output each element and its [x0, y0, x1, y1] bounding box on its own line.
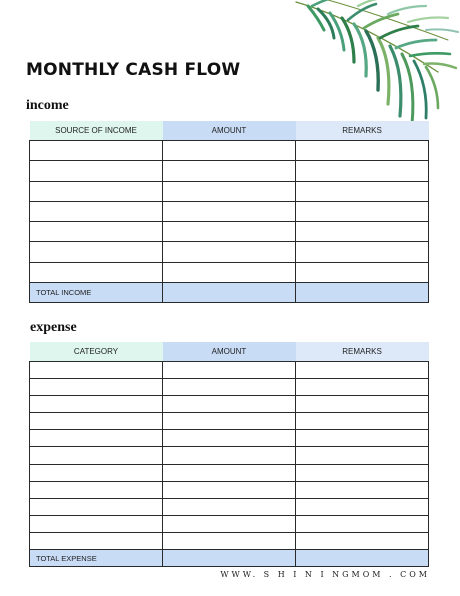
expense-cell[interactable] [30, 413, 163, 430]
table-row [30, 532, 429, 549]
expense-cell[interactable] [30, 447, 163, 464]
expense-cell[interactable] [296, 464, 429, 481]
table-row [30, 379, 429, 396]
expense-total-row [30, 550, 429, 567]
income-cell[interactable] [296, 161, 429, 181]
expense-cell[interactable] [30, 379, 163, 396]
table-row [30, 222, 429, 242]
palm-leaf-icon [288, 0, 460, 130]
income-heading: income [26, 98, 69, 113]
expense-cell[interactable] [30, 396, 163, 413]
expense-cell[interactable] [296, 396, 429, 413]
expense-cell[interactable] [296, 447, 429, 464]
income-cell[interactable] [30, 181, 163, 201]
total-expense-label: TOTAL EXPENSE [30, 550, 163, 567]
expense-cell[interactable] [163, 481, 296, 498]
expense-cell[interactable] [30, 532, 163, 549]
income-cell[interactable] [30, 141, 163, 161]
income-total-row [30, 283, 429, 303]
income-cell[interactable] [296, 141, 429, 161]
table-row [30, 201, 429, 221]
total-income-remarks[interactable] [296, 283, 429, 303]
income-cell[interactable] [163, 161, 296, 181]
income-col-source: SOURCE OF INCOME [30, 121, 163, 141]
expense-cell[interactable] [30, 481, 163, 498]
expense-cell[interactable] [30, 515, 163, 532]
income-col-amount: AMOUNT [163, 121, 296, 141]
income-cell[interactable] [296, 222, 429, 242]
income-cell[interactable] [163, 262, 296, 282]
table-row [30, 396, 429, 413]
total-expense-remarks[interactable] [296, 550, 429, 567]
income-cell[interactable] [30, 262, 163, 282]
income-cell[interactable] [163, 242, 296, 262]
table-row [30, 141, 429, 161]
income-cell[interactable] [163, 222, 296, 242]
table-row [30, 181, 429, 201]
expense-cell[interactable] [163, 447, 296, 464]
total-income-amount[interactable] [163, 283, 296, 303]
expense-cell[interactable] [296, 430, 429, 447]
expense-cell[interactable] [163, 498, 296, 515]
table-row [30, 498, 429, 515]
expense-cell[interactable] [30, 362, 163, 379]
income-cell[interactable] [30, 201, 163, 221]
table-row [30, 161, 429, 181]
expense-cell[interactable] [296, 498, 429, 515]
table-row [30, 362, 429, 379]
income-cell[interactable] [163, 201, 296, 221]
expense-cell[interactable] [163, 362, 296, 379]
expense-cell[interactable] [163, 379, 296, 396]
total-expense-amount[interactable] [163, 550, 296, 567]
expense-table [29, 342, 429, 567]
income-cell[interactable] [163, 141, 296, 161]
income-cell[interactable] [296, 181, 429, 201]
income-cell[interactable] [30, 161, 163, 181]
income-col-remarks: REMARKS [296, 121, 429, 141]
expense-cell[interactable] [163, 396, 296, 413]
income-cell[interactable] [296, 201, 429, 221]
footer-website: WWW. S H I N I NGMOM . COM [220, 570, 430, 579]
expense-cell[interactable] [296, 362, 429, 379]
expense-col-remarks: REMARKS [296, 342, 429, 362]
table-row [30, 430, 429, 447]
table-row [30, 262, 429, 282]
income-cell[interactable] [163, 181, 296, 201]
expense-cell[interactable] [30, 464, 163, 481]
expense-heading: expense [30, 320, 77, 335]
expense-cell[interactable] [296, 481, 429, 498]
expense-cell[interactable] [296, 413, 429, 430]
expense-cell[interactable] [163, 413, 296, 430]
expense-cell[interactable] [296, 379, 429, 396]
expense-cell[interactable] [163, 515, 296, 532]
expense-col-category: CATEGORY [30, 342, 163, 362]
expense-cell[interactable] [296, 515, 429, 532]
expense-cell[interactable] [296, 532, 429, 549]
table-row [30, 447, 429, 464]
income-header-row [30, 121, 429, 141]
expense-cell[interactable] [163, 430, 296, 447]
expense-col-amount: AMOUNT [163, 342, 296, 362]
total-income-label: TOTAL INCOME [30, 283, 163, 303]
table-row [30, 413, 429, 430]
table-row [30, 242, 429, 262]
table-row [30, 481, 429, 498]
income-cell[interactable] [30, 222, 163, 242]
income-cell[interactable] [30, 242, 163, 262]
expense-cell[interactable] [163, 464, 296, 481]
income-table [29, 121, 429, 303]
table-row [30, 515, 429, 532]
expense-header-row [30, 342, 429, 362]
table-row [30, 464, 429, 481]
expense-cell[interactable] [30, 498, 163, 515]
page-title: MONTHLY CASH FLOW [26, 60, 241, 80]
expense-cell[interactable] [163, 532, 296, 549]
expense-cell[interactable] [30, 430, 163, 447]
income-cell[interactable] [296, 262, 429, 282]
income-cell[interactable] [296, 242, 429, 262]
